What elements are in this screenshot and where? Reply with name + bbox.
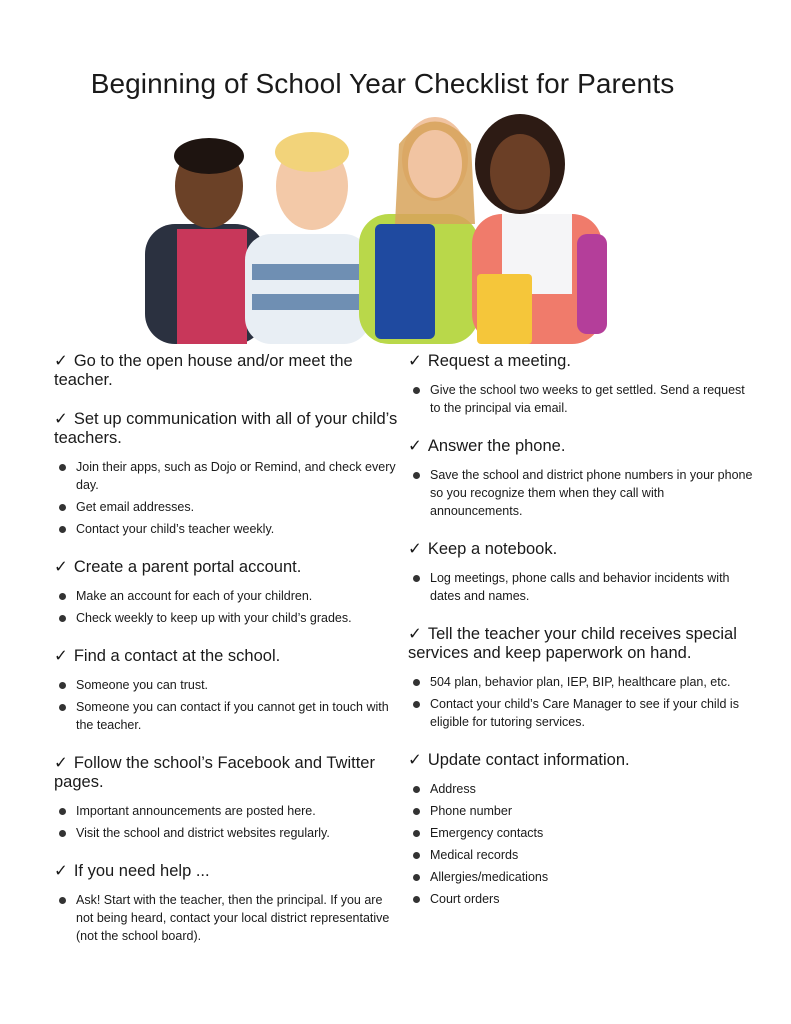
checklist-heading: ✓ Tell the teacher your child receives special services and keep paperwork on hand. (408, 625, 737, 662)
children-photo (137, 104, 615, 344)
bullet-icon (413, 387, 420, 394)
checklist-section-contact-info (408, 751, 753, 908)
list-item: 504 plan, behavior plan, IEP, BIP, healthcare plan, etc. (408, 673, 753, 691)
check-icon: ✓ (54, 647, 68, 665)
list-item: Phone number (408, 802, 753, 820)
bullet-icon (413, 896, 420, 903)
checklist-heading: ✓ Set up communication with all of your child’s teachers. (54, 410, 398, 447)
check-icon: ✓ (408, 625, 422, 643)
bullet-icon (59, 593, 66, 600)
checklist-section-social (54, 754, 399, 842)
list-item: Medical records (408, 846, 753, 864)
list-item: Visit the school and district websites regularly. (54, 824, 399, 842)
bullet-list (54, 587, 399, 627)
list-item: Someone you can contact if you cannot get in touch with the teacher. (54, 698, 399, 734)
bullet-icon (413, 679, 420, 686)
bullet-icon (59, 704, 66, 711)
bullet-list (54, 802, 399, 842)
bullet-icon (59, 526, 66, 533)
checklist-heading: ✓ Go to the open house and/or meet the teacher. (54, 352, 353, 389)
checklist-heading: ✓ Find a contact at the school. (54, 647, 281, 665)
list-item: Log meetings, phone calls and behavior incidents with dates and names. (408, 569, 753, 605)
bullet-icon (413, 701, 420, 708)
bullet-list (54, 458, 399, 538)
list-item: Contact your child’s Care Manager to see if your child is eligible for tutoring services. (408, 695, 753, 731)
bullet-icon (59, 830, 66, 837)
bullet-icon (413, 874, 420, 881)
checklist-section-meeting (408, 352, 753, 417)
checklist-heading: ✓ Keep a notebook. (408, 540, 558, 558)
right-column (408, 352, 753, 928)
checklist-heading: ✓ Follow the school’s Facebook and Twitter pages. (54, 754, 375, 791)
list-item: Save the school and district phone numbers in your phone so you recognize them when they call with announcements. (408, 466, 753, 520)
page-title: Beginning of School Year Checklist for Parents (90, 68, 675, 99)
bullet-icon (413, 852, 420, 859)
list-item: Check weekly to keep up with your child’s grades. (54, 609, 399, 627)
checklist-heading: ✓ Answer the phone. (408, 437, 566, 455)
bullet-icon (413, 830, 420, 837)
list-item: Contact your child’s teacher weekly. (54, 520, 399, 538)
list-item: Important announcements are posted here. (54, 802, 399, 820)
list-item: Ask! Start with the teacher, then the principal. If you are not being heard, contact your local district representative (not the school board). (54, 891, 399, 945)
bullet-icon (413, 808, 420, 815)
list-item: Join their apps, such as Dojo or Remind, and check every day. (54, 458, 399, 494)
checklist-heading: ✓ Update contact information. (408, 751, 630, 769)
list-item: Someone you can trust. (54, 676, 399, 694)
bullet-icon (59, 504, 66, 511)
list-item: Allergies/medications (408, 868, 753, 886)
left-column (54, 352, 399, 965)
check-icon: ✓ (54, 754, 68, 772)
check-icon: ✓ (54, 558, 68, 576)
check-icon: ✓ (408, 352, 422, 370)
list-item: Court orders (408, 890, 753, 908)
check-icon: ✓ (408, 437, 422, 455)
bullet-icon (59, 615, 66, 622)
list-item: Make an account for each of your children. (54, 587, 399, 605)
bullet-list (54, 676, 399, 734)
list-item: Emergency contacts (408, 824, 753, 842)
list-item: Get email addresses. (54, 498, 399, 516)
check-icon: ✓ (408, 751, 422, 769)
bullet-list (408, 673, 753, 731)
checklist-section-notebook (408, 540, 753, 605)
checklist-section-special-services (408, 625, 753, 731)
checklist-section-help (54, 862, 399, 945)
bullet-icon (413, 575, 420, 582)
check-icon: ✓ (408, 540, 422, 558)
checklist-heading: ✓ Create a parent portal account. (54, 558, 302, 576)
bullet-list (54, 891, 399, 945)
bullet-icon (413, 786, 420, 793)
bullet-list (408, 381, 753, 417)
bullet-icon (59, 808, 66, 815)
checklist-section-phone (408, 437, 753, 520)
bullet-icon (59, 682, 66, 689)
bullet-list (408, 569, 753, 605)
checklist-heading: ✓ Request a meeting. (408, 352, 571, 370)
check-icon: ✓ (54, 410, 68, 428)
bullet-icon (59, 897, 66, 904)
list-item: Address (408, 780, 753, 798)
checklist-heading: ✓ If you need help ... (54, 862, 210, 880)
bullet-list (408, 780, 753, 908)
checklist-section-contact (54, 647, 399, 734)
checklist-section-parent-portal (54, 558, 399, 627)
bullet-icon (413, 472, 420, 479)
check-icon: ✓ (54, 862, 68, 880)
bullet-list (408, 466, 753, 520)
checklist-section-open-house (54, 352, 399, 390)
check-icon: ✓ (54, 352, 68, 370)
list-item: Give the school two weeks to get settled. Send a request to the principal via email. (408, 381, 753, 417)
checklist-section-communication (54, 410, 399, 538)
children-illustration (137, 104, 615, 344)
bullet-icon (59, 464, 66, 471)
